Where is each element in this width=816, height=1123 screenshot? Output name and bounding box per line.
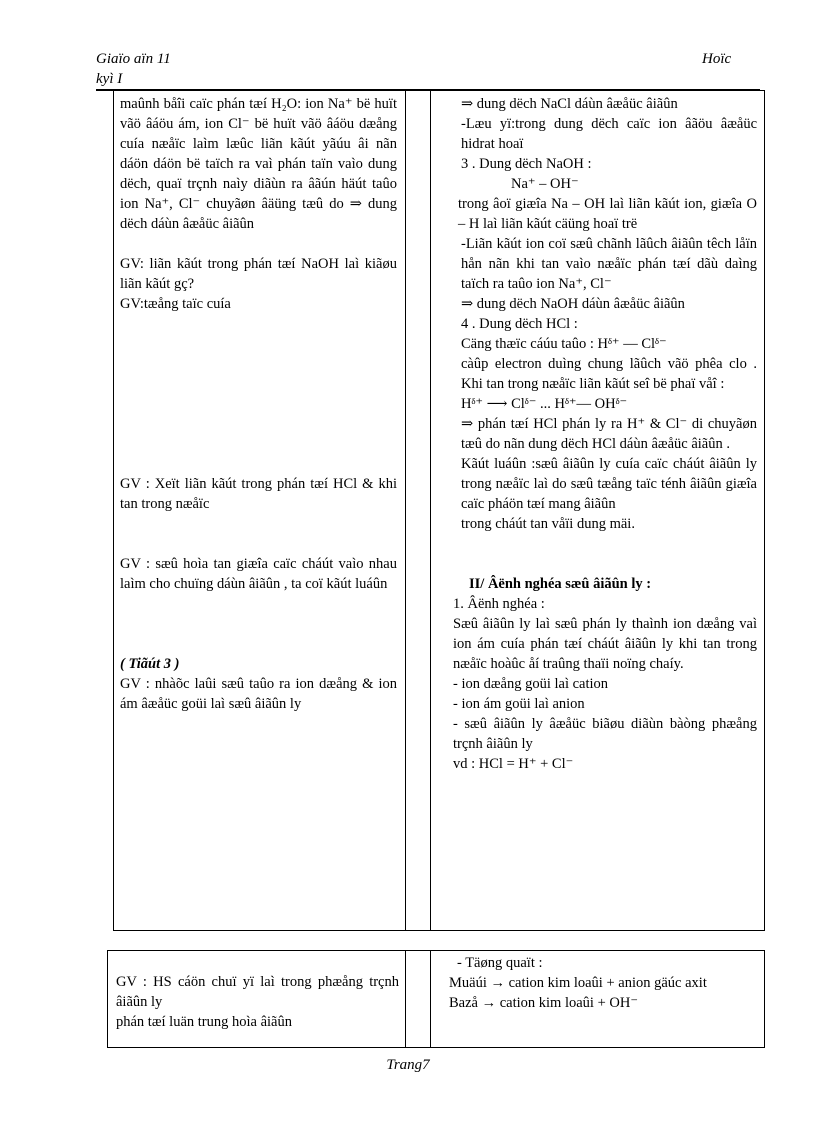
table1-divider-left [405, 90, 406, 931]
content-line: ⇒ phán tæí HCl phán ly ra H⁺ & Cl⁻ di chuyãøn tæû do nãn dung dëch HCl dáùn âæåüc âiãûn . [461, 416, 757, 452]
teacher-note: GV : Xeït liãn kãút trong phán tæí HCl & khi tan trong næåïc [120, 476, 397, 512]
content-line: -Liãn kãút ion coï sæû chãnh lãûch âiãûn têch låïn hån nãn khi tan vaìo næåïc phán tæí dãù daìng taïch ra taûo ion Na⁺, Cl⁻ [461, 236, 757, 292]
table2-divider-left [405, 950, 406, 1048]
conclusion: Kãút luáûn :sæû âiãûn ly cuía caïc cháút âiãûn ly trong næåïc laì do sæû tæång taïc ténh âiãûn giæîa caïc pháön tæí mang âiãûn [461, 456, 757, 512]
formula-line: Na⁺ – OH⁻ [511, 176, 579, 192]
formula-line: Hᵟ⁺ ⟶ Clᵟ⁻ ... Hᵟ⁺— OHᵟ⁻ [461, 396, 628, 412]
content-line: -Læu yï:trong dung dëch caïc ion âãöu âæåüc hidrat hoaï [461, 116, 757, 152]
teacher-note: GV : HS cáön chuï yï laì trong phæång trçnh âiãûn ly [116, 974, 399, 1010]
table1-teacher-column [120, 94, 397, 714]
section-heading: 4 . Dung dëch HCl : [461, 316, 578, 332]
teacher-note: GV : sæû hoìa tan giæîa caïc cháút vaìo nhau laìm cho chuïng dáùn âiãûn , ta coï kãút luáûn [120, 556, 397, 592]
lesson-period-label: ( Tiãút 3 ) [120, 656, 180, 672]
content-line: - Täøng quaït : [457, 955, 543, 971]
teacher-note: phán tæí luän trung hoìa âiãûn [116, 1014, 292, 1030]
formula-line: Cäng thæïc cáúu taûo : Hᵟ⁺ — Clᵟ⁻ [461, 336, 667, 352]
section-title: II/ Âënh nghéa sæû âiãûn ly : [469, 576, 652, 592]
table1-content-column [453, 94, 757, 774]
content-line: - sæû âiãûn ly âæåüc biãøu diãùn bàòng phæång trçnh âiãûn ly [453, 716, 757, 752]
definition: Sæû âiãûn ly laì sæû phán ly thaình ion dæång vaì ion ám cuía phán tæí cháút âiãûn ly khi tan trong næåïc hoàûc åí traûng thaïi noïng chaíy. [453, 616, 757, 672]
content-line: Muäúi → cation kim loaûi + anion gäúc axit [449, 975, 707, 991]
teacher-note: GV:tæång taïc cuía [120, 296, 231, 312]
header-right: Hoïc [702, 51, 732, 67]
conclusion: trong cháút tan våïi dung mäi. [461, 516, 635, 532]
header-left-line1: Giaïo aïn 11 [96, 51, 171, 67]
page-number: Trang7 [386, 1057, 430, 1073]
content-line: càûp electron duìng chung lãûch vãö phêa clo . Khi tan trong næåïc liãn kãút seî bë phaï våî : [461, 356, 757, 392]
section-heading: 3 . Dung dëch NaOH : [461, 156, 592, 172]
content-line: ⇒ dung dëch NaOH dáùn âæåüc âiãûn [461, 296, 685, 312]
example-line: vd : HCl = H⁺ + Cl⁻ [453, 756, 574, 772]
section-heading: 1. Âënh nghéa : [453, 596, 545, 612]
table1-divider-right [430, 90, 431, 931]
content-line: - ion ám goüi laì anion [453, 696, 585, 712]
content-line: ⇒ dung dëch NaCl dáùn âæåüc âiãûn [461, 96, 678, 112]
content-line: trong âoï giæîa Na – OH laì liãn kãút ion, giæîa O – H laì liãn kãút cäüng hoaï trë [458, 196, 757, 232]
teacher-note: maûnh båîi caïc phán tæí H₂O: ion Na⁺ bë huït vãö âáöu ám, ion Cl⁻ bë huït vãö âáöu dæång cuía næåïc laìm læûc liãn kãút yãúu âi nãn dáön dáön bë taïch ra vaì phán taïn vaìo dung dëch, quaï trçnh naìy diãùn ra âãún häút taûo ion Na⁺, Cl⁻ chuyãøn âäüng tæû do ⇒ dung dëch dáùn âæåüc âiãûn [120, 96, 397, 232]
content-line: Bazå → cation kim loaûi + OH⁻ [449, 995, 638, 1011]
header-left-line2: kyì I [96, 71, 123, 87]
teacher-note: GV : nhàõc laûi sæû taûo ra ion dæång & ion ám âæåüc goüi laì sæû âiãûn ly [120, 676, 397, 712]
table2-content-column [437, 953, 758, 1013]
table2-teacher-column [116, 972, 399, 1032]
teacher-note: GV: liãn kãút trong phán tæí NaOH laì kiãøu liãn kãút gç? [120, 256, 397, 292]
content-line: - ion dæång goüi laì cation [453, 676, 609, 692]
table2-divider-right [430, 950, 431, 1048]
